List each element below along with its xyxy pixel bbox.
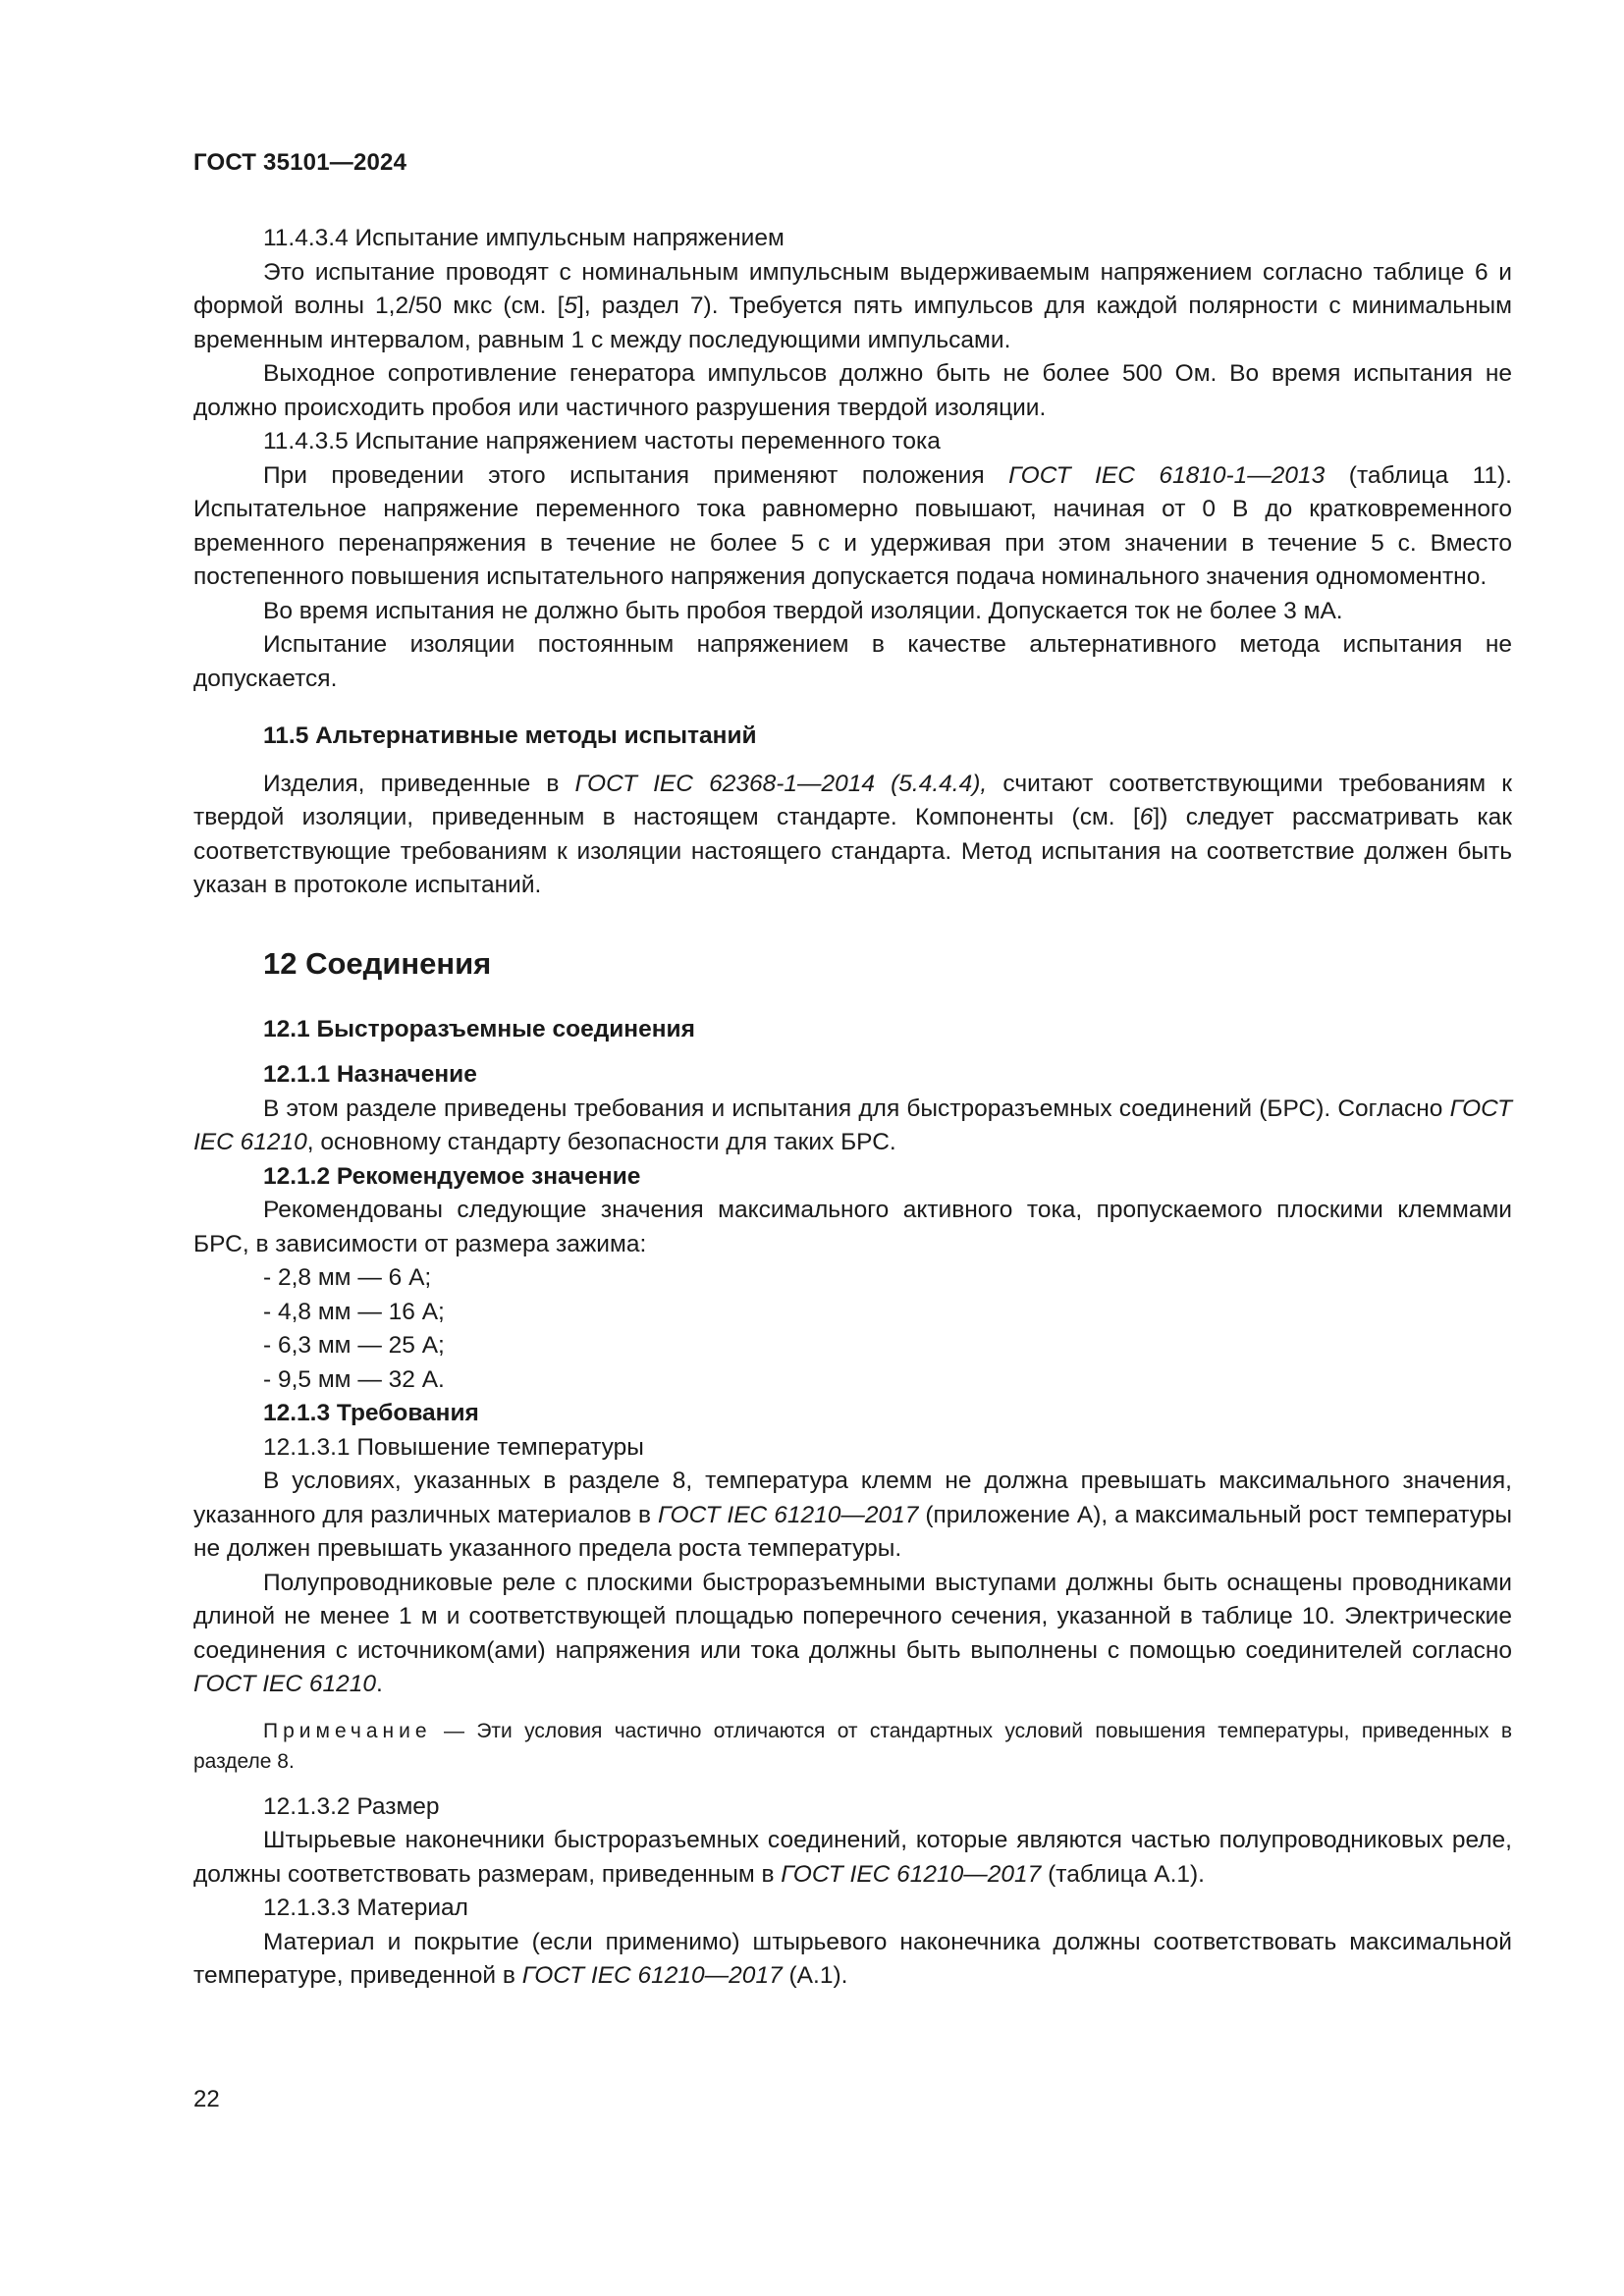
clause-11-4-3-5-title: 11.4.3.5 Испытание напряжением частоты переменного тока [263, 428, 941, 454]
section-12-1-1-text: В этом разделе приведены требования и испытания для быстроразъемных соединений (БРС). Согласно ГОСТ IEC 61210, основному стандарту безопасности для таких БРС. [193, 1095, 1512, 1155]
clause-12-1-3-2-text: Штырьевые наконечники быстроразъемных соединений, которые являются частью полупроводниковых реле, должны соответствовать размерам, приведенным в ГОСТ IEC 61210—2017 (таблица А.1). [193, 1827, 1512, 1888]
standard-reference: ГОСТ IEC 61810-1—2013 [1008, 461, 1326, 489]
clause-11-4-3-5-text: При проведении этого испытания применяют положения ГОСТ IEC 61810-1—2013 (таблица 11). Испытательное напряжение переменного тока равномерно повышают, начиная от 0 В до кратковременного временного перенапряжения в течение не более 5 с и удерживая при этом значении в течение 5 с. Вместо постепенного повышения испытательного напряжения допускается подача номинального значения одномоментно. [193, 461, 1512, 590]
note-label: Примечание [263, 1719, 432, 1742]
standard-reference: ГОСТ IEC 62368-1—2014 (5.4.4.4), [574, 770, 988, 797]
document-body [193, 222, 1512, 1994]
list-item: - 6,3 мм — 25 А; [263, 1332, 445, 1359]
clause-11-4-3-4-text: Это испытание проводят с номинальным импульсным выдерживаемым напряжением согласно таблице 6 и формой волны 1,2/50 мкс (см. [5], раздел 7). Требуется пять импульсов для каждой полярности с минимальным временным интервалом, равным 1 с между последующими импульсами. [193, 258, 1512, 353]
clause-11-4-3-5-dc-test: Испытание изоляции постоянным напряжением в качестве альтернативного метода испытания не допускается. [193, 631, 1512, 692]
clause-12-1-3-3-text: Материал и покрытие (если применимо) штырьевого наконечника должны соответствовать максимальной температуре, приведенной в ГОСТ IEC 61210—2017 (А.1). [193, 1928, 1512, 1989]
clause-11-4-3-4-resistance: Выходное сопротивление генератора импульсов должно быть не более 500 Ом. Во время испытания не должно происходить пробоя или частичного разрушения твердой изоляции. [193, 360, 1512, 421]
standard-reference: ГОСТ IEC 61210 [193, 1095, 1512, 1155]
clause-11-4-3-5-breakdown: Во время испытания не должно быть пробоя твердой изоляции. Допускается ток не более 3 мА. [263, 597, 1343, 624]
section-12-1-heading: 12.1 Быстроразъемные соединения [263, 1015, 695, 1042]
standard-reference: ГОСТ IEC 61210—2017 [658, 1501, 919, 1528]
bibliography-reference: 6 [1139, 804, 1154, 830]
section-12-1-2-text: Рекомендованы следующие значения максимального активного тока, пропускаемого плоскими клеммами БРС, в зависимости от размера зажима: [193, 1197, 1512, 1257]
clause-12-1-3-1-title: 12.1.3.1 Повышение температуры [263, 1433, 644, 1461]
section-12-1-1-heading: 12.1.1 Назначение [263, 1061, 477, 1088]
section-12-heading: 12 Соединения [263, 945, 492, 981]
list-item: - 9,5 мм — 32 А. [263, 1365, 445, 1393]
section-11-5-heading: 11.5 Альтернативные методы испытаний [263, 722, 757, 749]
standard-reference: ГОСТ IEC 61210—2017 [521, 1962, 783, 1989]
document-header-code: ГОСТ 35101—2024 [193, 149, 407, 176]
section-12-1-3-heading: 12.1.3 Требования [263, 1400, 479, 1426]
clause-11-4-3-4-title: 11.4.3.4 Испытание импульсным напряжением [263, 225, 785, 251]
clause-12-1-3-1-text: В условиях, указанных в разделе 8, температура клемм не должна превышать максимального значения, указанного для различных материалов в ГОСТ IEC 61210—2017 (приложение А), а максимальный рост температуры не должен превышать указанного предела роста температуры. [193, 1468, 1512, 1562]
clause-12-1-3-3-title: 12.1.3.3 Материал [263, 1895, 468, 1921]
list-item: - 4,8 мм — 16 А; [263, 1298, 445, 1325]
clause-12-1-3-2-title: 12.1.3.2 Размер [263, 1792, 440, 1820]
section-12-1-2-heading: 12.1.2 Рекомендуемое значение [263, 1162, 641, 1190]
list-item: - 2,8 мм — 6 А; [263, 1264, 432, 1291]
note [193, 1716, 1512, 1777]
bibliography-reference: 5 [564, 293, 578, 319]
clause-12-1-3-1-relay: Полупроводниковые реле с плоскими быстроразъемными выступами должны быть оснащены проводниками длиной не менее 1 м и соответствующей площадью поперечного сечения, указанной в таблице 10. Электрические соединения с источником(ами) напряжения или тока должны быть выполнены с помощью соединителей согласно ГОСТ IEC 61210. [193, 1569, 1512, 1697]
note-text: — Эти условия частично отличаются от стандартных условий повышения температуры, приведенных в разделе 8. [193, 1719, 1512, 1773]
page-number: 22 [193, 2086, 220, 2112]
standard-reference: ГОСТ IEC 61210 [193, 1671, 376, 1697]
section-11-5-text: Изделия, приведенные в ГОСТ IEC 62368-1—2014 (5.4.4.4), считают соответствующими требованиям к твердой изоляции, приведенным в настоящем стандарте. Компоненты (см. [6]) следует рассматривать как соответствующие требованиям к изоляции настоящего стандарта. Метод испытания на соответствие должен быть указан в протоколе испытаний. [193, 770, 1512, 898]
standard-reference: ГОСТ IEC 61210—2017 [781, 1860, 1042, 1888]
